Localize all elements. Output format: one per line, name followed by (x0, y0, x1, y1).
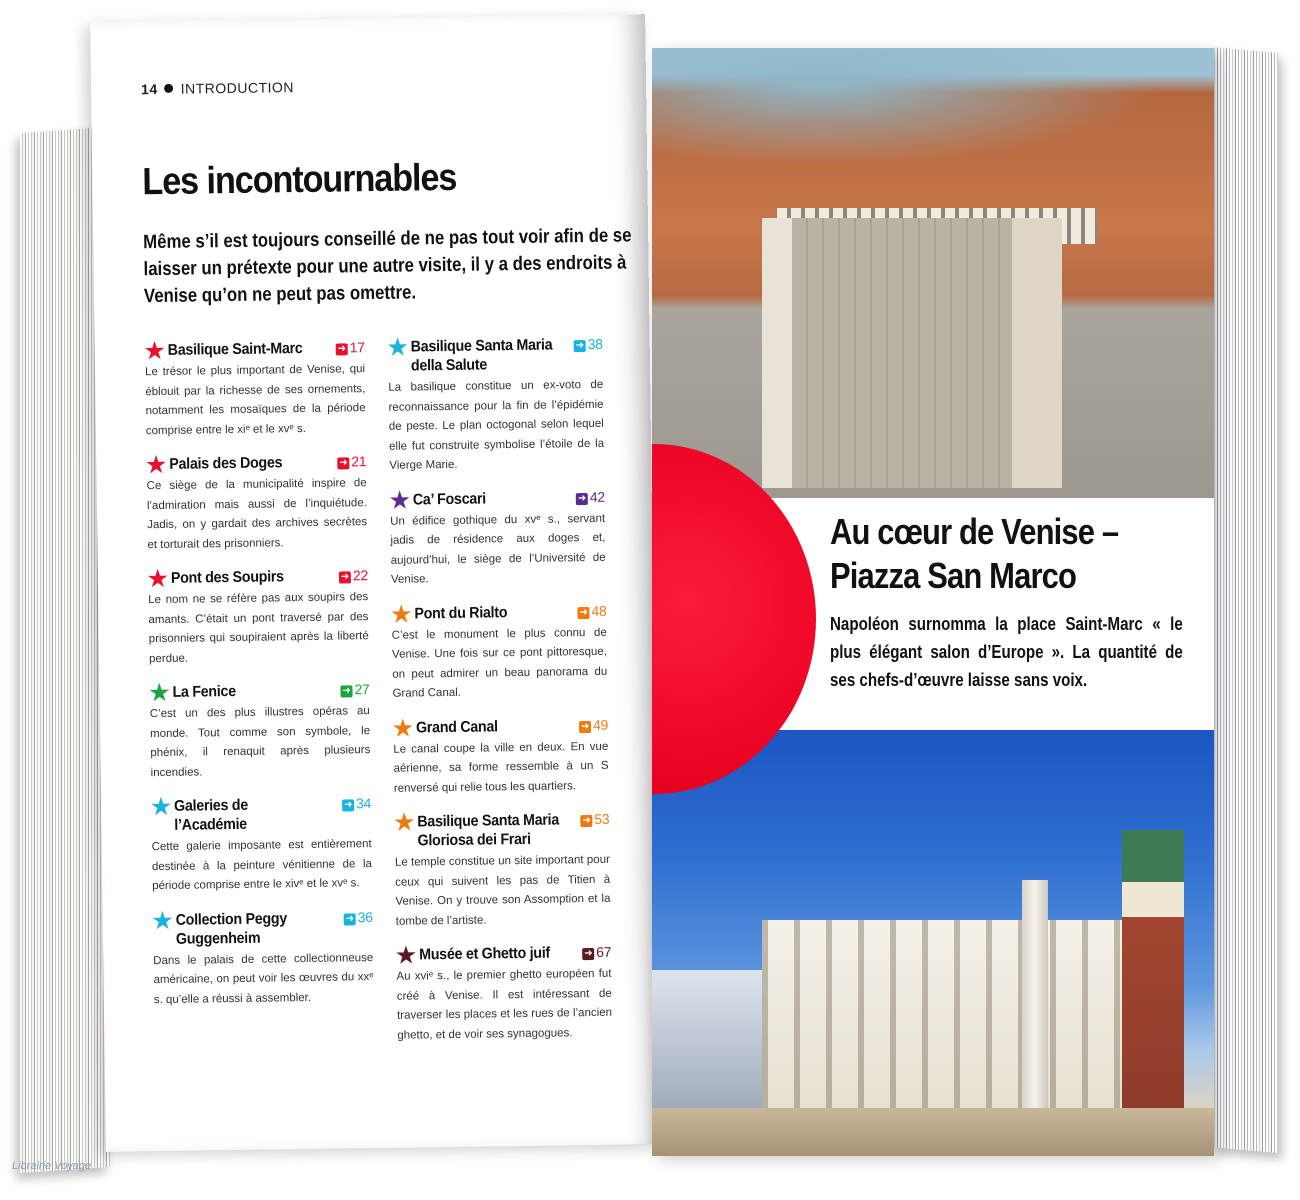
page-reference[interactable] (574, 335, 603, 354)
place-name: Grand Canal (416, 717, 499, 736)
left-page (90, 14, 661, 1152)
place-description: Le canal coupe la ville en deux. En vue aérienne, sa forme ressemble à un S renversé qui relie tous les quartiers. (393, 740, 609, 795)
place-entry (149, 680, 370, 783)
star-icon: ★ (394, 809, 414, 835)
page-reference-number: 49 (592, 716, 609, 733)
place-title (144, 337, 365, 364)
place-description: Le temple constitue un site important pour ceux qui suivent les pas de Titien à Venise. On y trouve son Assomption et la tombe de l’artiste. (394, 853, 611, 928)
place-entry (396, 943, 612, 1046)
place-description: C’est le monument le plus connu de Venise. Une fois sur ce pont pittoresque, on peut admirer un beau panorama du Grand Canal. (391, 626, 608, 700)
place-name: Galeries de l’Académie (174, 796, 249, 834)
place-name: Musée et Ghetto juif (419, 944, 551, 964)
page-reference[interactable] (580, 810, 609, 829)
place-description: Le nom ne se réfère pas aux soupirs des amants. C’était un pont traversé par des prisonniers qui soupiraient après la liberté perdue. (148, 591, 369, 665)
place-description: Cette galerie imposante est entièrement destinée à la peinture vénitienne de la période comprise entre le xivᵉ et le xvᵉ s. (151, 838, 373, 893)
place-entry (388, 335, 605, 476)
page-reference-number: 17 (349, 339, 365, 356)
watermark: Librairie Voyage (12, 1160, 92, 1172)
star-icon: ★ (396, 942, 416, 968)
page-reference[interactable] (582, 943, 611, 962)
left-column (145, 338, 375, 1024)
section-label: INTRODUCTION (180, 79, 295, 97)
place-name: Pont des Soupirs (171, 568, 285, 587)
place-name: Collection Peggy Guggenheim (176, 909, 288, 948)
place-title (146, 451, 367, 478)
page-reference-number: 27 (354, 681, 370, 698)
page-reference-number: 34 (355, 795, 372, 812)
pavement (652, 1108, 1214, 1156)
place-entry (391, 601, 607, 704)
place-entry (153, 908, 374, 1011)
arrow-right-icon: ➜ (579, 606, 588, 618)
star-icon: ★ (147, 565, 168, 592)
place-title (396, 942, 612, 968)
place-name: Palais des Doges (169, 454, 283, 473)
place-title (151, 794, 372, 835)
place-entry (151, 794, 372, 897)
place-title (389, 487, 605, 513)
page-reference-number: 36 (357, 908, 373, 925)
place-description: Ce siège de la municipalité inspire de l’admiration mais aussi de l’inquiétude. Jadis, on y gardait des archives secrètes et torturait des prisonniers. (146, 477, 368, 551)
place-title (147, 565, 369, 592)
star-icon: ★ (146, 451, 166, 478)
right-page (652, 48, 1214, 1156)
page-reference[interactable] (576, 487, 605, 506)
place-title (392, 714, 609, 741)
place-name: Basilique Santa Maria della Salute (411, 336, 553, 375)
arrow-right-icon: ➜ (580, 720, 590, 732)
book-right-edge (1212, 47, 1278, 1153)
page-reference-number: 48 (591, 602, 607, 619)
feature-title: Au cœur de Venise – Piazza San Marco (830, 511, 1119, 596)
right-column (388, 335, 613, 1060)
page-reference[interactable] (579, 715, 608, 734)
star-icon: ★ (152, 907, 173, 933)
place-description: Au xviᵉ s., le premier ghetto européen fut créé à Venise. Il est intéressant de traverser les places et les rues de l’ancien ghetto, et de voir ses synagogues. (396, 967, 613, 1042)
place-title (394, 810, 610, 851)
arrow-right-icon: ➜ (345, 912, 354, 924)
piazza-square (762, 218, 1062, 488)
page-reference[interactable] (339, 566, 368, 585)
place-description: La basilique constitue un ex-voto de reconnaissance pour la fin de l’épidémie de peste. Le plan octogonal selon lequel elle fut construite symbolise l’étoile de la Vierge Marie. (388, 378, 605, 472)
campanile-tower (1122, 830, 1184, 1120)
place-description: Dans le palais de cette collectionneuse américaine, on peut voir les œuvres du xxᵉ s. qu’elle a réussi à assembler. (153, 951, 374, 1006)
place-description: Un édifice gothique du xvᵉ s., servant jadis de résidence aux doges et, aujourd’hui, le siège de l’Université de Venise. (390, 512, 606, 586)
arrow-right-icon: ➜ (582, 815, 591, 827)
page-reference-number: 67 (596, 943, 612, 960)
arrow-right-icon: ➜ (342, 685, 351, 697)
place-name: Basilique Saint-Marc (168, 339, 304, 359)
place-description: Le trésor le plus important de Venise, qui éblouit par la richesse de ses ornements, notamment les mosaïques de la période comprise entre le xiᵉ et le xvᵉ s. (144, 363, 366, 437)
star-icon: ★ (149, 679, 170, 706)
place-title (391, 601, 607, 627)
page-header (141, 79, 294, 97)
place-name: Pont du Rialto (414, 603, 508, 622)
advertising-banner (652, 970, 762, 1120)
page-title: Les incontournables (142, 156, 457, 204)
page-number: 14 (140, 80, 158, 98)
place-name: La Fenice (172, 682, 237, 701)
page-reference-number: 53 (594, 810, 610, 827)
page-reference[interactable] (577, 601, 606, 620)
star-icon: ★ (150, 793, 171, 820)
page-reference-number: 38 (587, 335, 603, 353)
page-reference[interactable] (337, 452, 366, 471)
page-reference[interactable] (342, 794, 371, 813)
arrow-right-icon: ➜ (343, 799, 353, 811)
place-description: C’est un des plus illustres opéras au monde. Tout comme son symbole, le phénix, il renaquit après plusieurs incendies. (149, 705, 371, 779)
place-entry (390, 487, 606, 590)
arrow-right-icon: ➜ (584, 948, 593, 960)
page-reference[interactable] (340, 680, 369, 699)
place-entry (146, 452, 367, 555)
feature-subtitle: Napoléon surnomma la place Saint-Marc « le plus élégant salon d’Europe ». La quantité de ses chefs-d’œuvre laisse sans voix. (830, 614, 1183, 690)
star-icon: ★ (389, 487, 410, 513)
place-entry (148, 566, 369, 669)
arrow-right-icon: ➜ (340, 571, 350, 583)
place-name: Basilique Santa Maria Gloriosa dei Frari (417, 811, 560, 850)
page-reference-number: 22 (352, 567, 369, 584)
page-reference-number: 42 (589, 488, 605, 505)
photo-piazzetta (652, 730, 1214, 1156)
star-icon: ★ (144, 337, 165, 364)
place-title (149, 679, 370, 706)
place-entry (393, 715, 609, 798)
page-reference[interactable] (336, 338, 365, 357)
place-entry (145, 338, 366, 441)
arrow-right-icon: ➜ (339, 457, 348, 469)
bullet-icon (164, 84, 173, 93)
place-name: Ca’ Foscari (413, 489, 487, 508)
arrow-right-icon: ➜ (577, 492, 586, 504)
place-entry (394, 810, 611, 932)
place-title (153, 908, 374, 949)
place-title (388, 335, 604, 376)
arrow-right-icon: ➜ (337, 343, 346, 355)
column-san-teodoro (1022, 880, 1048, 1110)
star-icon: ★ (387, 334, 408, 360)
star-icon: ★ (392, 714, 413, 741)
arrow-right-icon: ➜ (575, 340, 584, 352)
star-icon: ★ (391, 601, 412, 627)
page-reference[interactable] (344, 908, 373, 927)
intro-paragraph: Même s’il est toujours conseillé de ne pas tout voir afin de se laisser un prétexte pour une autre visite, il y a des endroits à Venise qu’on ne peut pas omettre. (143, 224, 632, 308)
aerial-photo-piazza (652, 48, 1214, 498)
library-building (762, 920, 1172, 1110)
page-reference-number: 21 (351, 453, 367, 470)
